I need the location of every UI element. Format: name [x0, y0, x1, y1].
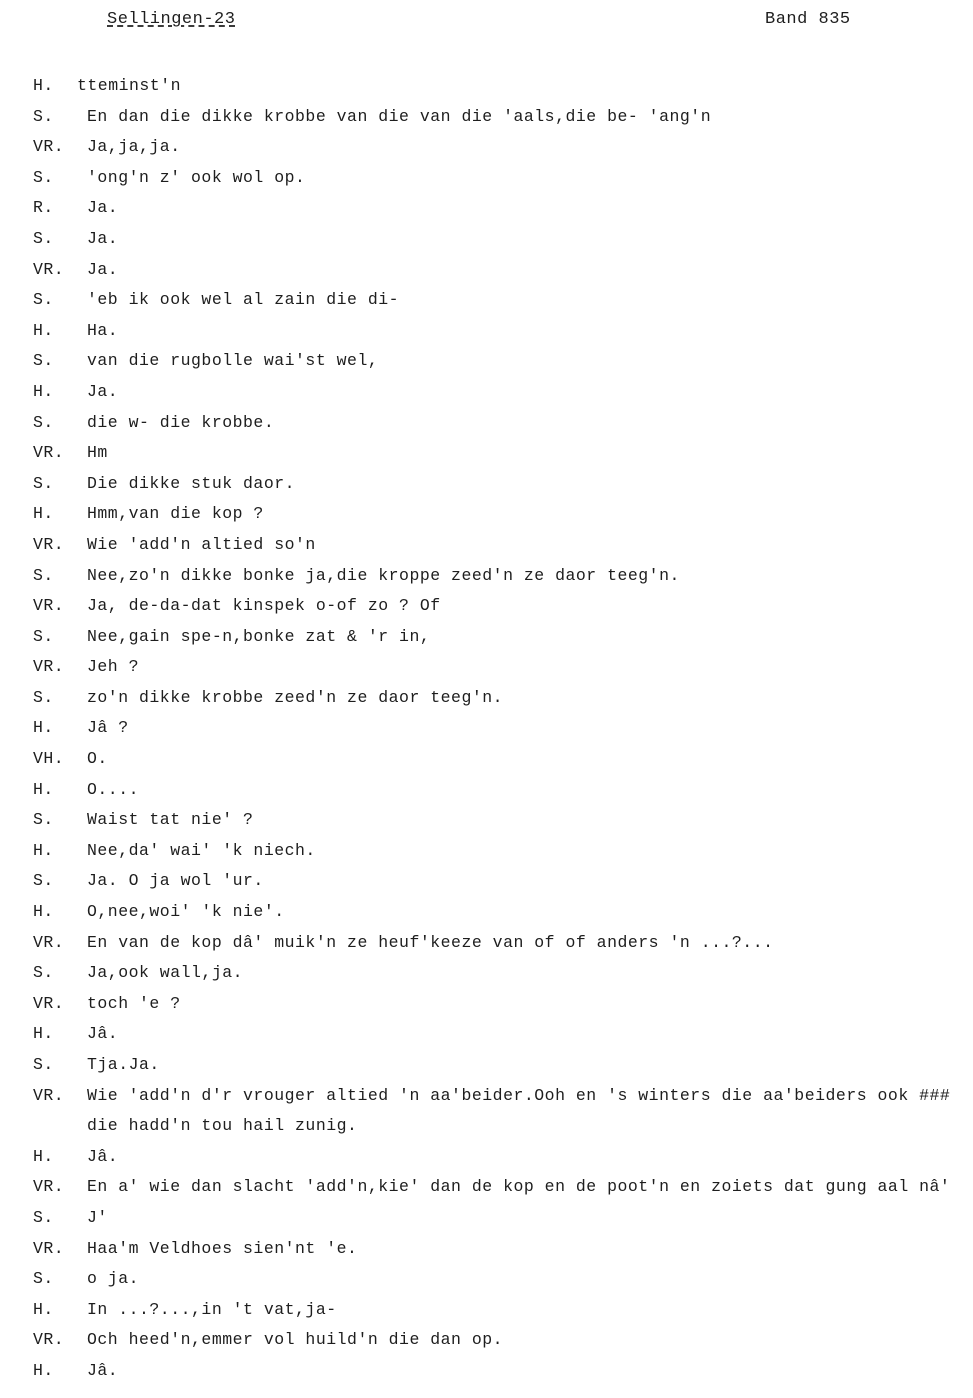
utterance-text: Ja,ook wall,ja.	[87, 963, 244, 983]
transcript-line	[0, 255, 973, 286]
utterance-text: Ja. O ja wol 'ur.	[87, 871, 264, 891]
speaker-label: S.	[33, 106, 54, 126]
utterance-text: toch 'e ?	[87, 993, 181, 1013]
transcript-line	[0, 285, 973, 316]
utterance-text: O.	[87, 749, 108, 769]
speaker-label: H.	[33, 504, 54, 524]
transcript-line	[0, 224, 973, 255]
speaker-label: S.	[33, 1207, 54, 1227]
utterance-text: O,nee,woi' 'k nie'.	[87, 902, 285, 922]
transcript-line	[0, 1081, 973, 1112]
speaker-label: S.	[33, 473, 54, 493]
utterance-text: Tja.Ja.	[87, 1055, 160, 1074]
utterance-text: Jâ.	[87, 1146, 119, 1166]
utterance-text: En dan die dikke krobbe van die van die 'aals,die be- 'ang'n	[87, 106, 712, 126]
speaker-label: VR.	[33, 993, 65, 1013]
speaker-label: VR.	[33, 657, 65, 677]
transcript-line	[0, 530, 973, 561]
speaker-label: H.	[33, 1146, 54, 1166]
utterance-text: Jâ.	[87, 1024, 119, 1044]
transcript-line	[0, 591, 973, 622]
speaker-label: S.	[33, 565, 54, 585]
utterance-text: J'	[87, 1207, 108, 1227]
transcript-line	[0, 346, 973, 377]
transcript-line	[0, 1356, 973, 1387]
speaker-label: S.	[33, 290, 54, 310]
utterance-text: Ja.	[87, 198, 119, 218]
speaker-label: H.	[33, 902, 54, 922]
utterance-text: Ha.	[87, 320, 119, 340]
utterance-text: tteminst'n	[77, 76, 182, 95]
speaker-label: VR.	[33, 596, 65, 616]
transcript-line	[0, 499, 973, 530]
transcript-line	[0, 866, 973, 897]
speaker-label: H.	[33, 1024, 54, 1044]
utterance-text: 'eb ik ook wel al zain die di-	[87, 290, 400, 310]
band-number: Band 835	[765, 10, 851, 29]
transcript-line	[0, 163, 973, 194]
utterance-text: zo'n dikke krobbe zeed'n ze daor teeg'n.	[87, 687, 504, 707]
transcript-line	[0, 744, 973, 775]
transcript-line	[0, 622, 973, 653]
utterance-text: Die dikke stuk daor.	[87, 473, 296, 493]
utterance-text: o ja.	[87, 1269, 140, 1289]
transcript-line	[0, 1142, 973, 1173]
utterance-text: O....	[87, 779, 140, 799]
utterance-text: Wie 'add'n d'r vrouger altied 'n aa'beider.Ooh en 's winters die aa'beiders ook ###	[87, 1085, 951, 1105]
utterance-text: Haa'm Veldhoes sien'nt 'e.	[87, 1238, 358, 1258]
speaker-label: H.	[33, 840, 54, 860]
transcript-line	[0, 836, 973, 867]
speaker-label: S.	[33, 1055, 54, 1074]
utterance-text: En van de kop dâ' muik'n ze heuf'keeze van of of anders 'n ...?...	[87, 932, 774, 952]
speaker-label: S.	[33, 1269, 54, 1289]
utterance-text: die w- die krobbe.	[87, 412, 275, 432]
utterance-text: die hadd'n tou hail zunig.	[87, 1116, 358, 1136]
utterance-text: Jâ ?	[87, 718, 129, 738]
transcript-line	[0, 1295, 973, 1326]
transcript-line	[0, 775, 973, 806]
speaker-label: R.	[33, 198, 54, 218]
speaker-label: VR.	[33, 137, 65, 157]
speaker-label: S.	[33, 810, 54, 830]
speaker-label: VR.	[33, 932, 65, 952]
speaker-label: H.	[33, 320, 54, 340]
speaker-label: VR.	[33, 534, 65, 554]
speaker-label: VR.	[33, 1330, 65, 1350]
transcript-line	[0, 1325, 973, 1356]
utterance-text: En a' wie dan slacht 'add'n,kie' dan de kop en de poot'n en zoiets dat gung aal nâ'	[87, 1177, 951, 1197]
speaker-label: S.	[33, 228, 54, 248]
utterance-text: Wie 'add'n altied so'n	[87, 534, 316, 554]
utterance-text: Hm	[87, 443, 108, 463]
transcript-line	[0, 316, 973, 347]
transcript-line	[0, 928, 973, 959]
speaker-label: S.	[33, 351, 54, 371]
transcript-line	[0, 102, 973, 133]
utterance-text: Ja.	[87, 381, 119, 401]
transcript-line	[0, 469, 973, 500]
transcript-line	[0, 408, 973, 439]
transcript-line	[0, 713, 973, 744]
transcript-line	[0, 1111, 973, 1142]
document-title: Sellingen-23	[107, 10, 236, 29]
speaker-label: H.	[33, 1360, 54, 1380]
utterance-text: Jâ.	[87, 1360, 119, 1380]
utterance-text: In ...?...,in 't vat,ja-	[87, 1299, 337, 1319]
transcript-line	[0, 193, 973, 224]
transcript-line	[0, 1172, 973, 1203]
utterance-text: 'ong'n z' ook wol op.	[87, 167, 306, 187]
utterance-text: Ja,ja,ja.	[87, 137, 181, 157]
speaker-label: VH.	[33, 749, 65, 769]
speaker-label: H.	[33, 381, 54, 401]
utterance-text: van die rugbolle wai'st wel,	[87, 351, 379, 371]
transcript-line	[0, 683, 973, 714]
speaker-label: S.	[33, 687, 54, 707]
speaker-label: S.	[33, 871, 54, 891]
speaker-label: H.	[33, 779, 54, 799]
transcript-line	[0, 1019, 973, 1050]
transcript-line	[0, 1234, 973, 1265]
utterance-text: Ja.	[87, 228, 119, 248]
utterance-text: Nee,zo'n dikke bonke ja,die kroppe zeed'n ze daor teeg'n.	[87, 565, 680, 585]
transcript-line	[0, 1264, 973, 1295]
speaker-label: VR.	[33, 443, 65, 463]
speaker-label: S.	[33, 412, 54, 432]
speaker-label: S.	[33, 963, 54, 983]
speaker-label: H.	[33, 718, 54, 738]
speaker-label: VR.	[33, 1085, 65, 1105]
speaker-label: H.	[33, 76, 54, 95]
transcript-line	[0, 438, 973, 469]
utterance-text: Jeh ?	[87, 657, 140, 677]
transcript-line	[0, 805, 973, 836]
transcript-line	[0, 1050, 973, 1081]
speaker-label: VR.	[33, 1238, 65, 1258]
utterance-text: Ja.	[87, 259, 119, 279]
speaker-label: VR.	[33, 1177, 65, 1197]
transcript-line	[0, 897, 973, 928]
utterance-text: Och heed'n,emmer vol huild'n die dan op.	[87, 1330, 504, 1350]
speaker-label: S.	[33, 167, 54, 187]
transcript-body	[0, 71, 973, 1387]
utterance-text: Hmm,van die kop ?	[87, 504, 264, 524]
transcript-line	[0, 652, 973, 683]
transcript-line	[0, 989, 973, 1020]
speaker-label: H.	[33, 1299, 54, 1319]
utterance-text: Waist tat nie' ?	[87, 810, 254, 830]
utterance-text: Ja, de-da-dat kinspek o-of zo ? Of	[87, 596, 441, 616]
transcript-line	[0, 377, 973, 408]
transcript-line	[0, 561, 973, 592]
speaker-label: VR.	[33, 259, 65, 279]
transcript-line	[0, 132, 973, 163]
utterance-text: Nee,da' wai' 'k niech.	[87, 840, 316, 860]
transcript-line	[0, 1203, 973, 1234]
utterance-text: Nee,gain spe-n,bonke zat & 'r in,	[87, 626, 431, 646]
transcript-line	[0, 958, 973, 989]
speaker-label: S.	[33, 626, 54, 646]
transcript-line	[0, 71, 973, 102]
